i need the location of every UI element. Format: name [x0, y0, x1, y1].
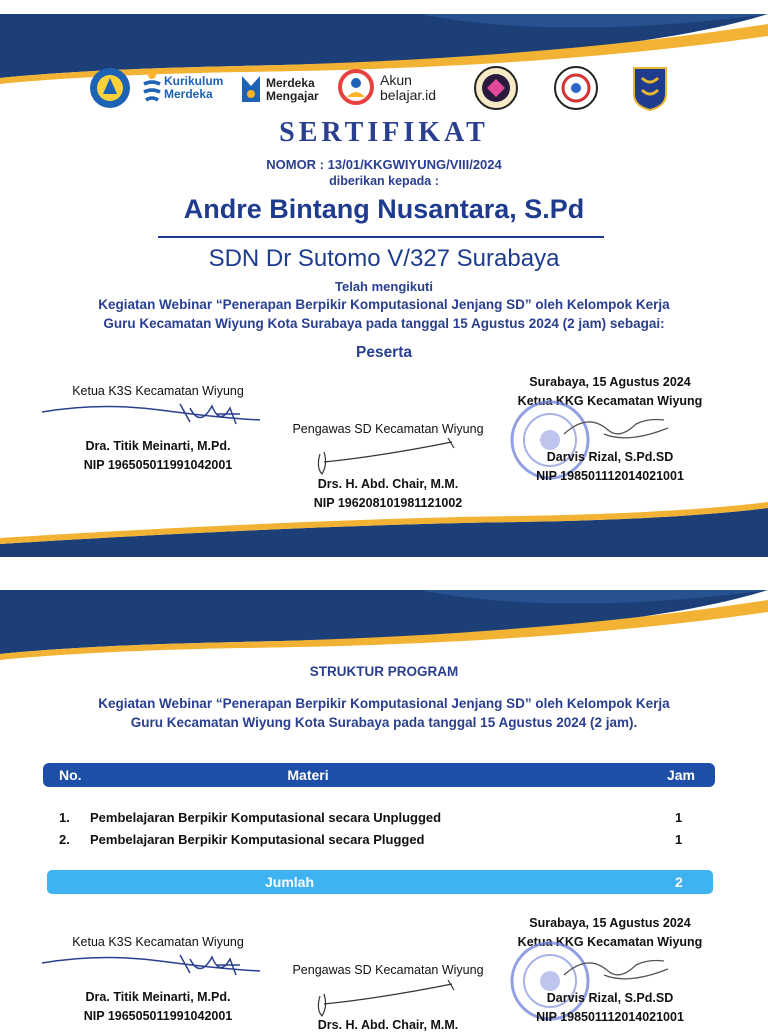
certificate-number: NOMOR : 13/01/KKGWIYUNG/VIII/2024	[266, 157, 502, 172]
left-signature	[40, 400, 262, 430]
kelompok-kerja-guru-logo	[550, 66, 602, 110]
right-signer-position: Ketua KKG Kecamatan Wiyung	[517, 394, 703, 408]
header-no: No.	[59, 767, 82, 783]
program-heading: STRUKTUR PROGRAM	[309, 664, 459, 679]
left-signer-name: Dra. Titik Meinarti, M.Pd.	[85, 439, 231, 453]
left-signer-position: Ketua K3S Kecamatan Wiyung	[72, 935, 244, 949]
program-structure-page: STRUKTUR PROGRAM Kegiatan Webinar “Penerapan Berpikir Komputasional Jenjang SD” oleh Kelompok Kerja Guru Kecamatan Wiyung Kota Surabaya pada tanggal 15 Agustus 2024 (2 jam). No. Materi Jam 1. Pembelajaran Berpikir Komputasional secara Unplugged 1 2. Pembelajaran Berpikir Komputasional secara Plugged 1 Jumlah 2 Ketua K3S Kecamatan Wiyung Dra. Titik Meinarti, M.Pd. NIP 196505011991042001 Pengawas SD Kecamatan Wiyung Drs. H. Abd. Chair, M.M. Surabaya, 15 Agustus 2024 Ketua KKG Kecamatan Wiyung Darvis Rizal, S.Pd.SD NIP 198501112014021001	[0, 590, 768, 1024]
merdeka-mengajar-text: Merdeka Mengajar	[266, 76, 319, 103]
middle-signer-name: Drs. H. Abd. Chair, M.M.	[317, 477, 459, 491]
left-signer-name: Dra. Titik Meinarti, M.Pd.	[85, 990, 231, 1004]
table-total-row	[47, 870, 713, 894]
participant-role: Peserta	[355, 344, 412, 361]
right-signer-position: Ketua KKG Kecamatan Wiyung	[517, 935, 703, 949]
program-table-header	[43, 763, 715, 787]
akun-belajar-icon	[338, 69, 374, 105]
program-activity-line-2: Guru Kecamatan Wiyung Kota Surabaya pada tanggal 15 Agustus 2024 (2 jam).	[130, 715, 638, 730]
name-underline	[158, 236, 604, 238]
middle-signature	[312, 978, 472, 1018]
activity-line-1: Kegiatan Webinar “Penerapan Berpikir Komputasional Jenjang SD” oleh Kelompok Kerja	[98, 297, 670, 312]
right-signer-nip: NIP 198501112014021001	[536, 469, 684, 483]
left-signer-nip: NIP 196505011991042001	[83, 1009, 233, 1023]
left-signature	[40, 951, 262, 981]
middle-signer-nip: NIP 196208101981121002	[313, 496, 463, 510]
activity-line-2: Guru Kecamatan Wiyung Kota Surabaya pada tanggal 15 Agustus 2024 (2 jam) sebagai:	[103, 316, 665, 331]
middle-signature	[312, 436, 472, 480]
top-decorative-band	[0, 590, 768, 660]
school-name: SDN Dr Sutomo V/327 Surabaya	[208, 245, 560, 272]
right-signer-nip: NIP 198501112014021001	[536, 1010, 684, 1024]
left-signer-position: Ketua K3S Kecamatan Wiyung	[72, 384, 244, 398]
kkg-round-logo-dark	[470, 66, 522, 110]
surabaya-city-crest	[630, 66, 670, 112]
followed-label: Telah mengikuti	[335, 279, 433, 294]
merdeka-mengajar-icon	[238, 72, 264, 106]
middle-signer-name: Drs. H. Abd. Chair, M.M.	[317, 1018, 459, 1032]
recipient-name: Andre Bintang Nusantara, S.Pd	[183, 194, 585, 224]
certificate-page	[0, 14, 768, 557]
right-place-date: Surabaya, 15 Agustus 2024	[529, 375, 691, 389]
right-signer-name: Darvis Rizal, S.Pd.SD	[546, 450, 674, 464]
kurikulum-merdeka-icon	[142, 70, 162, 104]
middle-signer-position: Pengawas SD Kecamatan Wiyung	[292, 963, 484, 977]
kurikulum-merdeka-text: Kurikulum Merdeka	[164, 74, 224, 101]
middle-signer-position: Pengawas SD Kecamatan Wiyung	[292, 422, 484, 436]
total-value: 2	[675, 874, 683, 890]
header-materi: Materi	[287, 767, 329, 783]
tut-wuri-handayani-logo	[88, 66, 132, 110]
program-activity-line-1: Kegiatan Webinar “Penerapan Berpikir Komputasional Jenjang SD” oleh Kelompok Kerja	[98, 696, 670, 711]
left-signer-nip: NIP 196505011991042001	[83, 458, 233, 472]
total-label: Jumlah	[265, 874, 315, 890]
akun-belajar-text: Akun belajar.id	[380, 72, 437, 103]
right-signer-name: Darvis Rizal, S.Pd.SD	[546, 991, 674, 1005]
header-jam: Jam	[666, 767, 695, 783]
partner-logo-row	[84, 66, 674, 116]
given-to-label: diberikan kepada :	[329, 174, 439, 188]
right-place-date: Surabaya, 15 Agustus 2024	[529, 916, 691, 930]
certificate-title: SERTIFIKAT	[279, 117, 489, 148]
